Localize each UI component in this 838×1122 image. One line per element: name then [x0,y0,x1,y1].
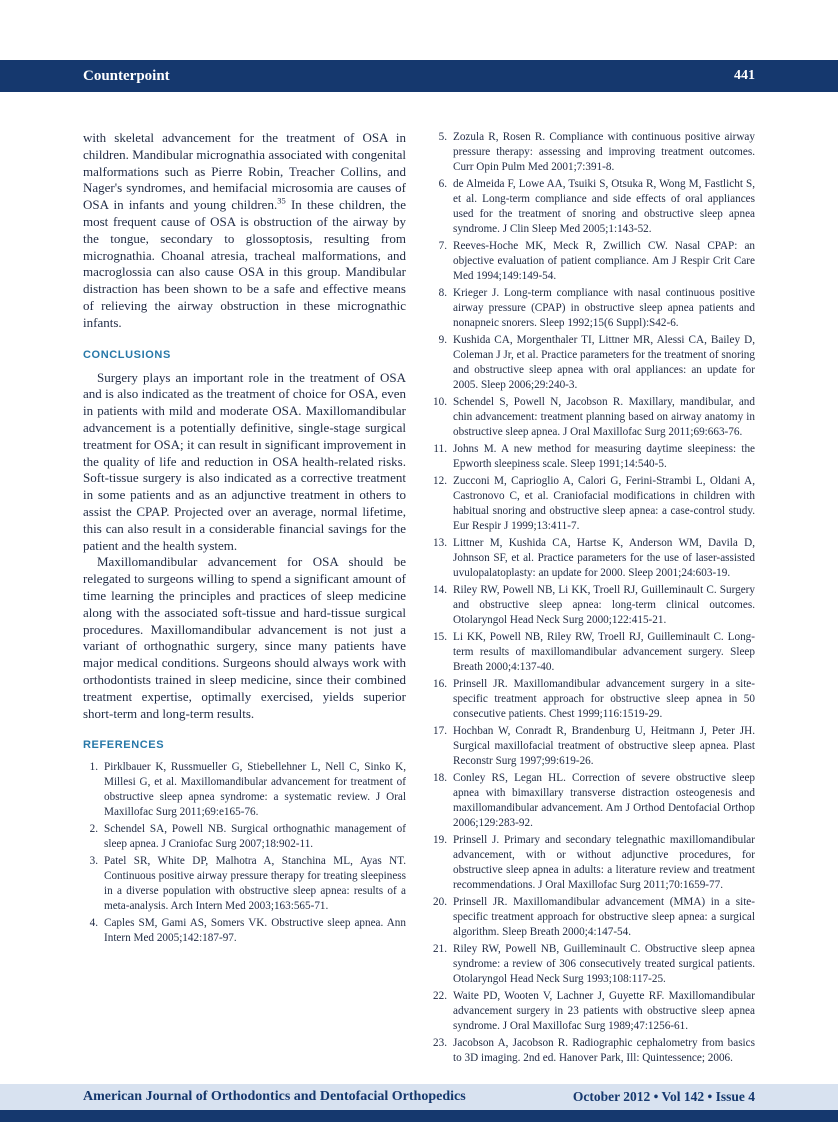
reference-item [432,130,755,175]
reference-number: 13. [433,537,447,549]
reference-item [83,822,406,852]
reference-text: Jacobson A, Jacobson R. Radiographic cephalometry from basics to 3D imaging. 2nd ed. Hanover Park, Ill: Quintessence; 2006. [453,1037,755,1064]
reference-number: 19. [433,834,447,846]
reference-number: 21. [433,943,447,955]
reference-item [432,177,755,237]
reference-number: 12. [433,475,447,487]
reference-text: Li KK, Powell NB, Riley RW, Troell RJ, Guilleminault C. Long-term results of maxillomandibular advancement surgery. Sleep Breath 2000;4:137-40. [453,631,755,673]
reference-text: Schendel SA, Powell NB. Surgical orthognathic management of sleep apnea. J Craniofac Surg 2007;18:902-11. [104,823,406,851]
reference-text: Pirklbauer K, Russmueller G, Stiebellehner L, Nell C, Sinko K, Millesi G, et al. Maxillomandibular advancement for treatment of obstructive sleep apnea syndrome: a systematic review. J Oral Maxillofac Surg 2011;69:e165-76. [104,761,406,819]
reference-item [432,333,755,393]
journal-name: American Journal of Orthodontics and Dentofacial Orthopedics [83,1089,466,1104]
reference-number: 17. [433,725,447,737]
reference-text: Prinsell J. Primary and secondary telegnathic maxillomandibular advancement, with or without adjunctive procedures, for obstructive sleep apnea in adults: a literature review and treatment recommendations. J Oral Maxillofac Surg 2011;70:1659-77. [453,834,755,891]
reference-text: Prinsell JR. Maxillomandibular advancement (MMA) in a site-specific treatment approach for obstructive sleep apnea: a surgical algorithm. Sleep Breath 2000;4:147-54. [453,896,755,938]
bottom-rule-bar [0,1110,838,1122]
continuation-text-1: with skeletal advancement for the treatment of OSA in children. Mandibular micrognathia associated with congenital malformations such as Pierre Robin, Treacher Collins, and Nager's syndromes, and hemifacial microsomia are causes of OSA in infants and young children. [83,130,406,213]
page-footer-band [0,1084,838,1110]
article-body [83,130,755,1068]
reference-item [83,760,406,820]
reference-text: Zozula R, Rosen R. Compliance with continuous positive airway pressure therapy: assessing and improving treatment outcomes. Curr Opin Pulm Med 2001;7:391-8. [453,131,755,173]
reference-number: 5. [438,131,447,143]
reference-list-left [83,760,406,946]
reference-text: Reeves-Hoche MK, Meck R, Zwillich CW. Nasal CPAP: an objective evaluation of patient compliance. Am J Respir Crit Care Med 1994;149:149-54. [453,240,755,282]
reference-item [432,630,755,675]
reference-number: 4. [89,917,98,930]
reference-text: Littner M, Kushida CA, Hartse K, Anderson WM, Davila D, Johnson SF, et al. Practice parameters for the use of laser-assisted uvulopalatoplasty: an update for 2000. Sleep 2001;24:603-19. [453,537,755,579]
reference-item [432,724,755,769]
reference-number: 6. [438,178,447,190]
reference-text: Caples SM, Gami AS, Somers VK. Obstructive sleep apnea. Ann Intern Med 2005;142:187-97. [104,917,406,945]
reference-item [432,833,755,893]
reference-text: Kushida CA, Morgenthaler TI, Littner MR, Alessi CA, Bailey D, Coleman J Jr, et al. Practice parameters for the treatment of snoring and obstructive sleep apnea with oral appliances: an update for 2005. Sleep 2006;29:240-3. [453,334,755,391]
reference-text: Johns M. A new method for measuring daytime sleepiness: the Epworth sleepiness scale. Sleep 1991;14:540-5. [453,443,755,470]
reference-number: 7. [438,240,447,252]
reference-item [432,895,755,940]
reference-number: 2. [89,823,98,836]
reference-text: Patel SR, White DP, Malhotra A, Stanchina ML, Ayas NT. Continuous positive airway pressure therapy for treating sleepiness in a diverse population with obstructive sleep apnea: results of a meta-analysis. Arch Intern Med 2003;163:565-71. [104,855,406,913]
reference-text: Conley RS, Legan HL. Correction of severe obstructive sleep apnea with bimaxillary transverse distraction osteogenesis and maxillomandibular advancement. Am J Orthod Dentofacial Orthop 2006;129:283-92. [453,772,755,829]
conclusions-heading: CONCLUSIONS [83,348,171,361]
reference-text: Hochban W, Conradt R, Brandenburg U, Heitmann J, Peter JH. Surgical maxillofacial treatment of obstructive sleep apnea. Plast Reconstr Surg 1997;99:619-26. [453,725,755,767]
citation-superscript: 35 [277,195,286,206]
reference-item [432,677,755,722]
reference-item [432,474,755,534]
reference-item [432,239,755,284]
reference-item [432,942,755,987]
reference-item [432,583,755,628]
reference-item [83,916,406,946]
reference-number: 8. [438,287,447,299]
reference-item [432,286,755,331]
reference-item [83,854,406,914]
continuation-paragraph [83,130,406,332]
references-heading: REFERENCES [83,739,165,752]
reference-item [432,1036,755,1066]
reference-item [432,536,755,581]
right-column [432,130,755,1068]
reference-text: Zucconi M, Caprioglio A, Calori G, Ferini-Strambi L, Oldani A, Castronovo C, et al. Craniofacial modifications in children with habitual snoring and obstructive sleep apnea: a case-control study. Eur Respir J 1999;13:411-7. [453,475,755,532]
reference-number: 23. [433,1037,447,1049]
reference-number: 15. [433,631,447,643]
reference-number: 16. [433,678,447,690]
reference-number: 11. [433,443,447,455]
page-number: 441 [734,68,755,83]
page-header-bar [0,60,838,92]
reference-text: de Almeida F, Lowe AA, Tsuiki S, Otsuka R, Wong M, Fastlicht S, et al. Long-term compliance and side effects of oral appliances used for the treatment of snoring and obstructive sleep apnea syndrome. J Clin Sleep Med 2005;1:143-52. [453,178,755,235]
reference-number: 3. [89,855,98,868]
continuation-text-2: In these children, the most frequent cause of OSA is obstruction of the airway by the tongue, secondary to glossoptosis, resulting from micrognathia. Choanal atresia, tracheal malformations, and macroglossia can also cause OSA in this group. Mandibular distraction has been shown to be a safe and effective means of relieving the airway obstruction in these micrognathic infants. [83,197,407,330]
reference-text: Prinsell JR. Maxillomandibular advancement surgery in a site-specific treatment approach for obstructive sleep apnea in 50 consecutive patients. Chest 1999;116:1519-29. [453,678,755,720]
reference-number: 20. [433,896,447,908]
reference-number: 1. [89,761,98,774]
reference-item [432,442,755,472]
reference-number: 22. [433,990,447,1002]
reference-text: Waite PD, Wooten V, Lachner J, Guyette RF. Maxillomandibular advancement surgery in 23 patients with obstructive sleep apnea syndrome. J Oral Maxillofac Surg 1989;47:1256-61. [453,990,755,1032]
reference-item [432,989,755,1034]
reference-list-right [432,130,755,1066]
reference-item [432,771,755,831]
reference-number: 10. [433,396,447,408]
reference-text: Schendel S, Powell N, Jacobson R. Maxillary, mandibular, and chin advancement: treatment planning based on airway anatomy in obstructive sleep apnea. J Oral Maxillofac Surg 2011;69:663-76. [453,396,755,438]
reference-text: Riley RW, Powell NB, Guilleminault C. Obstructive sleep apnea syndrome: a review of 306 consecutively treated surgical patients. Otolaryngol Head Neck Surg 1993;108:117-25. [453,943,755,985]
reference-item [432,395,755,440]
issue-info: October 2012 • Vol 142 • Issue 4 [572,1089,755,1104]
conclusions-paragraph-1: Surgery plays an important role in the treatment of OSA and is also indicated as the treatment of choice for OSA, even in patients with mild and moderate OSA. Maxillomandibular advancement is a potentially definitive, single-stage surgical treatment for OSA; it can result in significant improvement in the quality of life and reduction in OSA health-related risks. Soft-tissue surgery is also indicated as a corrective treatment in some patients and as an adjunctive treatment in others to assist the CPAP. Projected over an average, normal lifetime, this can also result in a considerable financial savings for the patient and the health system. [83,369,406,553]
reference-number: 18. [433,772,447,784]
reference-text: Krieger J. Long-term compliance with nasal continuous positive airway pressure (CPAP) in obstructive sleep apnea patients and nonapneic snorers. Sleep 1992;15(6 Suppl):S42-6. [453,287,755,329]
conclusions-paragraph-2: Maxillomandibular advancement for OSA should be relegated to surgeons willing to spend a significant amount of time learning the principles and practices of sleep medicine along with the associated soft-tissue and hard-tissue surgical procedures. Maxillomandibular advancement is not just a variant of orthognathic surgery, since many patients have major medical conditions. Surgeons should always work with orthodontists trained in sleep medicine, since their combined treatment expertise, optimally exercised, yields superior short-term and long-term results. [83,554,406,721]
left-column [83,130,406,1068]
reference-text: Riley RW, Powell NB, Li KK, Troell RJ, Guilleminault C. Surgery and obstructive sleep apnea: long-term clinical outcomes. Otolaryngol Head Neck Surg 2000;122:415-21. [453,584,755,626]
reference-number: 9. [438,334,447,346]
running-head: Counterpoint [83,67,170,84]
reference-number: 14. [433,584,447,596]
